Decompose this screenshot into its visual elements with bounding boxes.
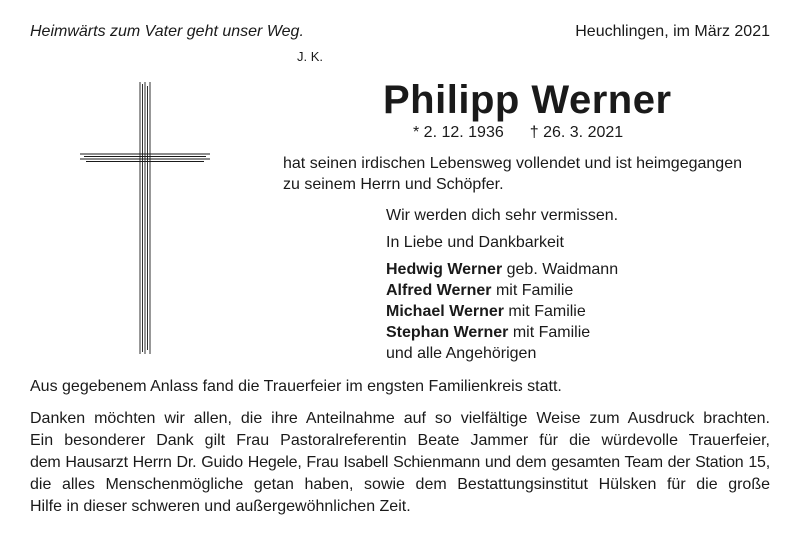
thanks-line: Hilfe in dieser schweren und außergewöhnlichen Zeit. — [30, 498, 411, 515]
thanks-line: dem Hausarzt Herrn Dr. Guido Hegele, Frau Isabell Schienmann und dem gesamten Team der Station 15, — [30, 454, 770, 471]
obituary-message — [283, 153, 742, 195]
mourner-entry — [386, 259, 618, 280]
message-line: hat seinen irdischen Lebensweg vollendet und ist heimgegangen — [283, 155, 742, 172]
mourner-entry — [386, 280, 618, 301]
thanks-line: die alles Menschenmögliche getan haben, sowie dem Bestattungsinstitut Hülsken für die große — [30, 476, 770, 493]
thanks-line: Danken möchten wir allen, die ihre Anteilnahme auf so vielfältige Weise zum Ausdruck brachten. — [30, 410, 770, 427]
miss-line: Wir werden dich sehr vermissen. — [386, 207, 619, 224]
mourner-suffix: mit Familie — [491, 282, 574, 299]
life-dates — [413, 124, 623, 142]
mourners-block — [386, 205, 618, 364]
mourner-suffix: mit Familie — [508, 324, 591, 341]
message-line: zu seinem Herrn und Schöpfer. — [283, 176, 504, 193]
birth-date: * 2. 12. 1936 — [413, 124, 504, 141]
mourner-suffix: mit Familie — [503, 303, 586, 320]
love-line: In Liebe und Dankbarkeit — [386, 234, 564, 251]
mourner-suffix: geb. Waidmann — [502, 261, 619, 278]
mourner-name: Hedwig Werner — [386, 261, 503, 278]
motto-quote: Heimwärts zum Vater geht unser Weg. — [30, 23, 304, 40]
funeral-note: Aus gegebenem Anlass fand die Trauerfeier im engsten Familienkreis statt. — [30, 378, 562, 395]
quote-author: J. K. — [297, 49, 324, 64]
cross-icon — [80, 82, 210, 359]
thanks-paragraph — [30, 408, 770, 518]
mourner-entry — [386, 301, 618, 322]
mourner-entry — [386, 322, 618, 343]
mourner-name: Alfred Werner — [386, 282, 492, 299]
thanks-line: Ein besonderer Dank gilt Frau Pastoralreferentin Beate Jammer für die würdevolle Trauerfeier, — [30, 432, 770, 449]
place-date: Heuchlingen, im März 2021 — [575, 23, 770, 40]
deceased-name: Philipp Werner — [383, 78, 672, 122]
death-date: † 26. 3. 2021 — [529, 124, 624, 141]
mourner-name: Stephan Werner — [386, 324, 509, 341]
mourner-name: Michael Werner — [386, 303, 504, 320]
mourners-closing: und alle Angehörigen — [386, 345, 537, 362]
